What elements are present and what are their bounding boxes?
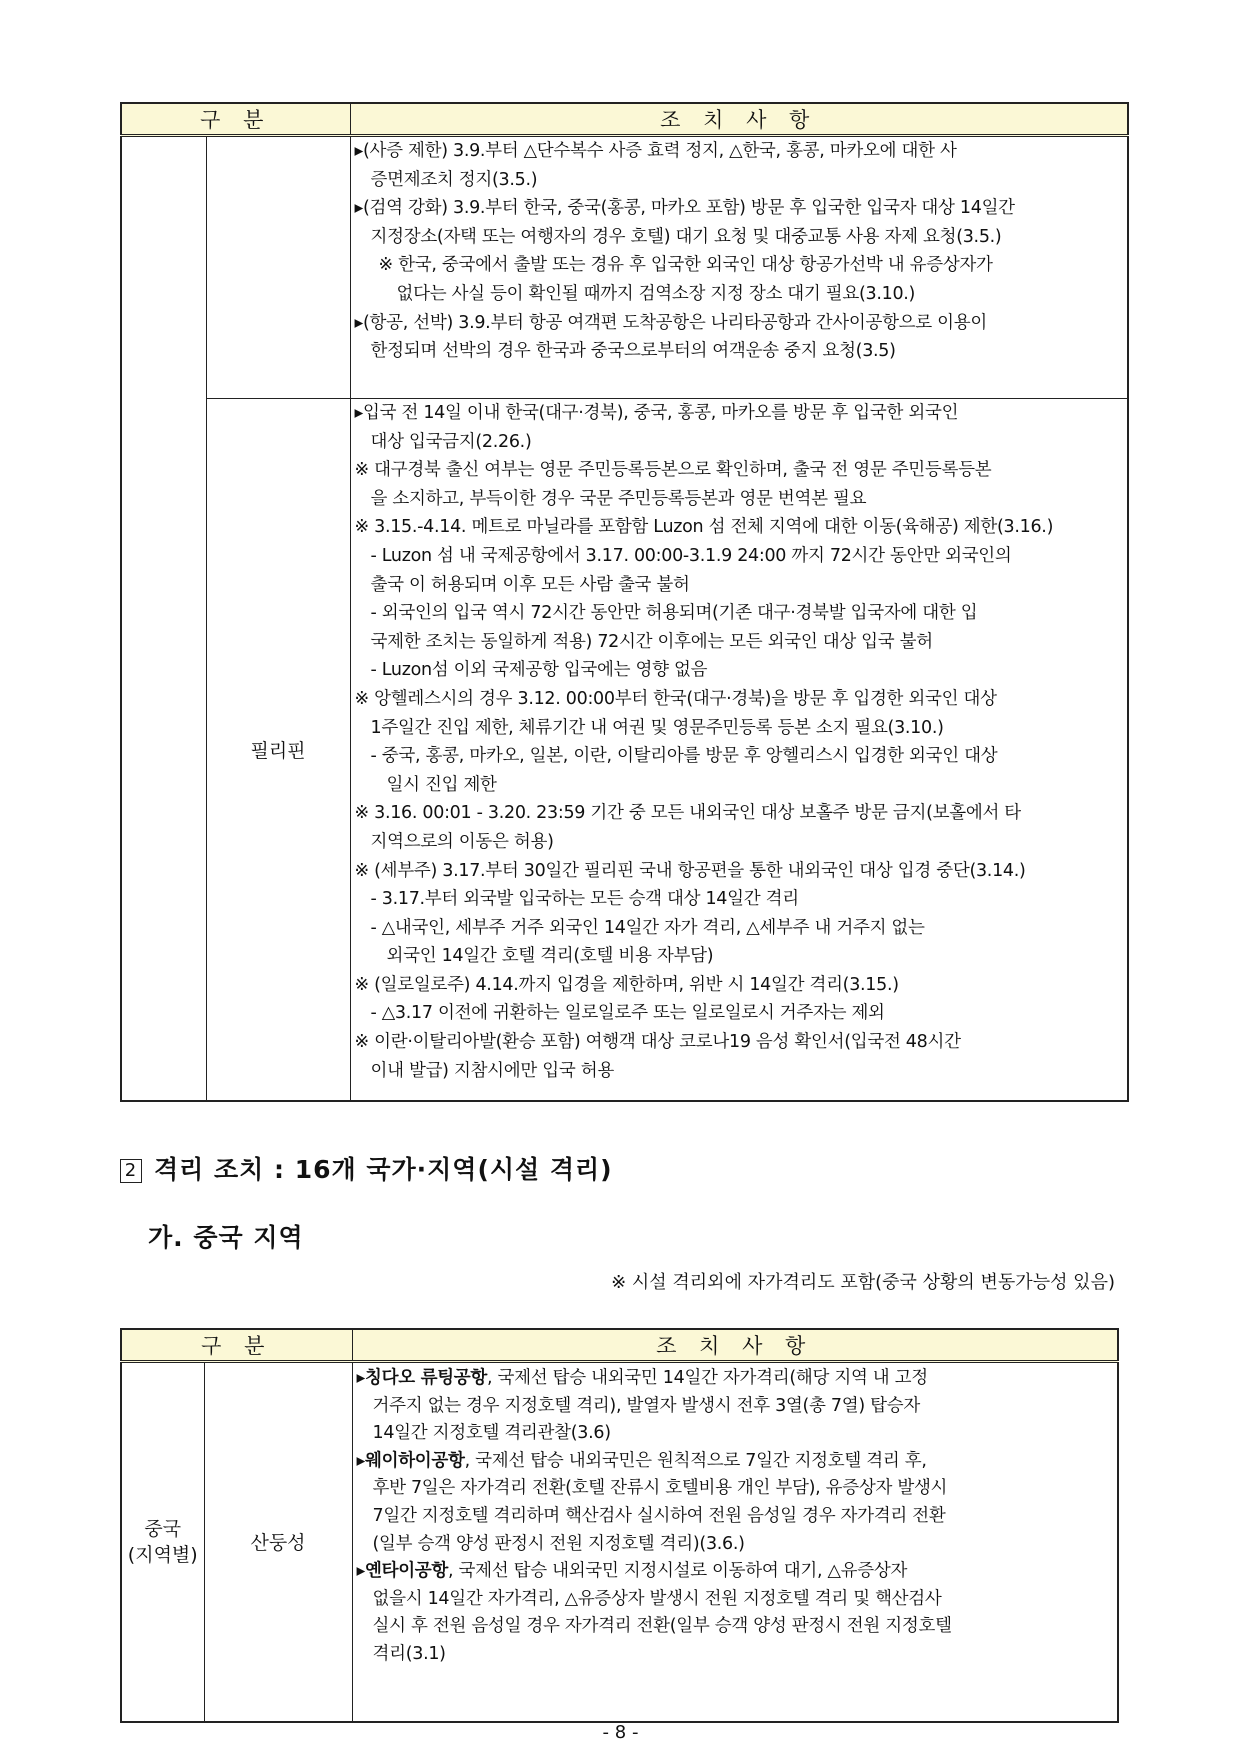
airport-name: 웨이하이공항 [364, 1450, 465, 1471]
text-line: 거주지 없는 경우 지정호텔 격리), 발열자 발생시 전후 3열(총 7열) 탑승자 [372, 1395, 920, 1416]
table-row [121, 399, 1128, 1101]
text-line: ▸입국 전 14일 이내 한국(대구·경북), 중국, 홍콩, 마카오를 방문 후 입국한 외국인 [354, 403, 959, 423]
table-row [121, 136, 1128, 399]
section-title: 격리 조치 : 16개 국가·지역(시설 격리) [154, 1155, 613, 1184]
text-line: 이내 발급) 지참시에만 입국 허용 [370, 1060, 614, 1081]
measures-cell [352, 1362, 1118, 1722]
country-cell-philippines: 필리핀 [206, 399, 350, 1101]
text-line: 을 소지하고, 부득이한 경우 국문 주민등록등본과 영문 번역본 필요 [370, 488, 867, 509]
text-line: ※ 3.16. 00:01 - 3.20. 23:59 기간 중 모든 내외국인 대상 보홀주 방문 금지(보홀에서 타 [354, 803, 1021, 824]
header-category: 구 분 [121, 103, 350, 136]
text-line: (일부 승객 양성 판정시 전원 지정호텔 격리)(3.6.) [372, 1533, 745, 1554]
measures-table-1 [120, 102, 1129, 1102]
measures-cell [350, 136, 1128, 399]
text-line: ※ 3.15.-4.14. 메트로 마닐라를 포함함 Luzon 섬 전체 지역에 대한 이동(육해공) 제한(3.16.) [354, 517, 1054, 538]
text-line: 대상 입국금지(2.26.) [370, 431, 532, 452]
region-label: 중국 [144, 1517, 182, 1540]
text-line: 일시 진입 제한 [386, 774, 497, 795]
text-line: - 중국, 홍콩, 마카오, 일본, 이란, 이탈리아를 방문 후 앙헬리스시 입경한 외국인 대상 [370, 746, 998, 767]
text-line: 지정장소(자택 또는 여행자의 경우 호텔) 대기 요청 및 대중교통 사용 자제 요청(3.5.) [370, 226, 1002, 247]
header-category: 구 분 [121, 1329, 352, 1362]
text-line: 실시 후 전원 음성일 경우 자가격리 전환(일부 승객 양성 판정시 전원 지정호텔 [372, 1616, 952, 1637]
section-number-box: 2 [120, 1159, 142, 1183]
text-line: ▸(검역 강화) 3.9.부터 한국, 중국(홍콩, 마카오 포함) 방문 후 입국한 입국자 대상 14일간 [354, 198, 1015, 219]
header-measures: 조 치 사 항 [352, 1329, 1118, 1362]
text-line: - △3.17 이전에 귀환하는 일로일로주 또는 일로일로시 거주자는 제외 [370, 1003, 885, 1024]
table-row [121, 1362, 1118, 1722]
text-line: ※ 앙헬레스시의 경우 3.12. 00:00부터 한국(대구·경북)을 방문 후 입경한 외국인 대상 [354, 688, 997, 709]
table-header [121, 1329, 1118, 1362]
text-line: 후반 7일은 자가격리 전환(호텔 잔류시 호텔비용 개인 부담), 유증상자 발생시 [372, 1478, 948, 1499]
region-cell-china [121, 1362, 204, 1722]
airport-measure-line: ▸옌타이공항, 국제선 탑승 내외국민 지정시설로 이동하여 대기, △유증상자 [356, 1561, 908, 1582]
text-line: 지역으로의 이동은 허용) [370, 831, 554, 852]
text-line: 없다는 사실 등이 확인될 때까지 검역소장 지정 장소 대기 필요(3.10.) [396, 283, 916, 304]
table-header [121, 103, 1128, 136]
text-line: - Luzon 섬 내 국제공항에서 3.17. 00:00-3.1.9 24:00 까지 72시간 동안만 외국인의 [370, 545, 1012, 566]
text-line: ※ 이란·이탈리아발(환승 포함) 여행객 대상 코로나19 음성 확인서(입국전 48시간 [354, 1032, 961, 1053]
airport-name: 옌타이공항 [364, 1561, 449, 1582]
text-line: 14일간 지정호텔 격리관찰(3.6) [372, 1423, 611, 1444]
measures-cell [350, 399, 1128, 1101]
note-text: ※ 시설 격리외에 자가격리도 포함(중국 상황의 변동가능성 있음) [611, 1272, 1115, 1293]
text-line: - 3.17.부터 외국발 입국하는 모든 승객 대상 14일간 격리 [370, 889, 799, 910]
text-line: 7일간 지정호텔 격리하며 핵산검사 실시하여 전원 음성일 경우 자가격리 전환 [372, 1505, 946, 1526]
airport-measure-text: , 국제선 탑승 내외국민 14일간 자가격리(해당 지역 내 고정 [487, 1368, 928, 1388]
region-sublabel: (지역별) [127, 1543, 198, 1566]
measures-table-2 [120, 1328, 1119, 1723]
airport-measure-text: , 국제선 탑승 내외국민은 원칙적으로 7일간 지정호텔 격리 후, [464, 1450, 927, 1471]
text-line: 외국인 14일간 호텔 격리(호텔 비용 자부담) [386, 946, 714, 967]
text-line: 증면제조치 정지(3.5.) [370, 169, 538, 190]
section-heading [120, 1150, 613, 1186]
text-line: ▸(항공, 선박) 3.9.부터 항공 여객편 도착공항은 나리타공항과 간사이공항으로 이용이 [354, 312, 987, 333]
text-line: - Luzon섬 이외 국제공항 입국에는 영향 없음 [370, 660, 708, 681]
text-line: 1주일간 진입 제한, 체류기간 내 여권 및 영문주민등록 등본 소지 필요(3.10.) [370, 717, 944, 738]
page-number: - 8 - [602, 1722, 639, 1743]
airport-measure-line: ▸웨이하이공항, 국제선 탑승 내외국민은 원칙적으로 7일간 지정호텔 격리 후, [356, 1450, 927, 1471]
text-line: ※ (일로일로주) 4.14.까지 입경을 제한하며, 위반 시 14일간 격리(3.15.) [354, 974, 899, 995]
text-line: 격리(3.1) [372, 1643, 446, 1664]
text-line: ※ 한국, 중국에서 출발 또는 경유 후 입국한 외국인 대상 항공가선박 내 유증상자가 [378, 255, 993, 276]
text-line: ※ (세부주) 3.17.부터 30일간 필리핀 국내 항공편을 통한 내외국인 대상 입경 중단(3.14.) [354, 860, 1026, 881]
airport-measure-text: , 국제선 탑승 내외국민 지정시설로 이동하여 대기, △유증상자 [448, 1561, 908, 1582]
text-line: ▸(사증 제한) 3.9.부터 △단수복수 사증 효력 정지, △한국, 홍콩, 마카오에 대한 사 [354, 141, 957, 161]
text-line: - 외국인의 입국 역시 72시간 동안만 허용되며(기존 대구·경북발 입국자에 대한 입 [370, 603, 978, 624]
province-cell: 산둥성 [204, 1362, 352, 1722]
header-measures: 조 치 사 항 [350, 103, 1128, 136]
country-cell [206, 136, 350, 399]
text-line: 출국 이 허용되며 이후 모든 사람 출국 불허 [370, 574, 690, 595]
airport-measure-line: ▸칭다오 류팅공항, 국제선 탑승 내외국민 14일간 자가격리(해당 지역 내 고정 [356, 1368, 928, 1388]
text-line: 없을시 14일간 자가격리, △유증상자 발생시 전원 지정호텔 격리 및 핵산검사 [372, 1588, 942, 1609]
text-line: ※ 대구경북 출신 여부는 영문 주민등록등본으로 확인하며, 출국 전 영문 주민등록등본 [354, 460, 992, 481]
airport-name: 칭다오 류팅공항 [364, 1368, 488, 1388]
text-line: - △내국인, 세부주 거주 외국인 14일간 자가 격리, △세부주 내 거주지 없는 [370, 917, 925, 938]
text-line: 한정되며 선박의 경우 한국과 중국으로부터의 여객운송 중지 요청(3.5) [370, 341, 896, 362]
region-cell [121, 136, 206, 1101]
subsection-heading: 가. 중국 지역 [148, 1223, 304, 1252]
text-line: 국제한 조치는 동일하게 적용) 72시간 이후에는 모든 외국인 대상 입국 불허 [370, 631, 933, 652]
